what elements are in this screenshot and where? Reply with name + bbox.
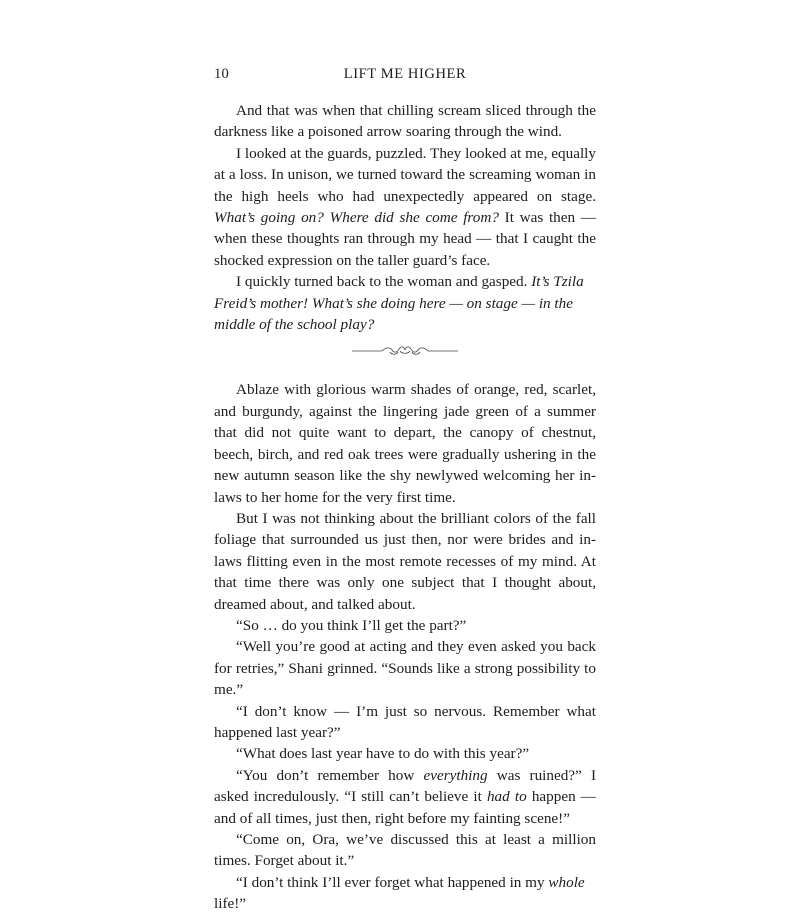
paragraph: Ablaze with glorious warm shades of orange, red, scarlet, and burgundy, against the lingering jade green of a summer that did not quite want to depart, the canopy of chestnut, beech, birch, and red oak trees were gradually ushering in the new autumn season like the shy newlywed welcoming her in-laws to her home for the very first time.	[214, 381, 596, 506]
running-head	[214, 66, 596, 86]
paragraph: And that was when that chilling scream sliced through the darkness like a poisoned arrow soaring through the wind.	[214, 102, 596, 141]
paragraph: But I was not thinking about the brilliant colors of the fall foliage that surrounded us just then, nor were brides and in-laws flitting even in the most remote recesses of my mind. At that time there was only one subject that I thought about, dreamed about, and talked about.	[214, 509, 596, 613]
paragraph: I looked at the guards, puzzled. They looked at me, equally at a loss. In unison, we turned toward the screaming woman in the high heels who had unexpectedly appeared on stage. What’s going on? Where did she come from? It was then — when these thoughts ran through my head — that I caught the shocked expression on the taller guard’s face.	[214, 144, 597, 269]
paragraph: “Well you’re good at acting and they even asked you back for retries,” Shani grinned. “Sounds like a strong possibility to me.”	[214, 638, 596, 699]
body-text	[214, 100, 596, 915]
page-number: 10	[214, 66, 230, 82]
book-page	[214, 66, 596, 915]
paragraph: “I don’t think I’ll ever forget what happened in my whole life!”	[214, 873, 585, 913]
paragraph: “So … do you think I’ll get the part?”	[236, 616, 467, 634]
paragraph: “What does last year have to do with this year?”	[236, 745, 530, 763]
paragraph: I quickly turned back to the woman and gasped. It’s Tzila Freid’s mother! What’s she doing here — on stage — in the middle of the school play?	[214, 273, 584, 334]
section-break-ornament	[350, 343, 460, 357]
paragraph: “I don’t know — I’m just so nervous. Remember what happened last year?”	[214, 702, 596, 741]
book-title: LIFT ME HIGHER	[343, 66, 467, 82]
paragraph: “You don’t remember how everything was ruined?” I asked incredulously. “I still can’t believe it had to happen — and of all times, just then, right before my fainting scene!”	[214, 766, 597, 827]
paragraph: “Come on, Ora, we’ve discussed this at least a million times. Forget about it.”	[214, 831, 596, 870]
